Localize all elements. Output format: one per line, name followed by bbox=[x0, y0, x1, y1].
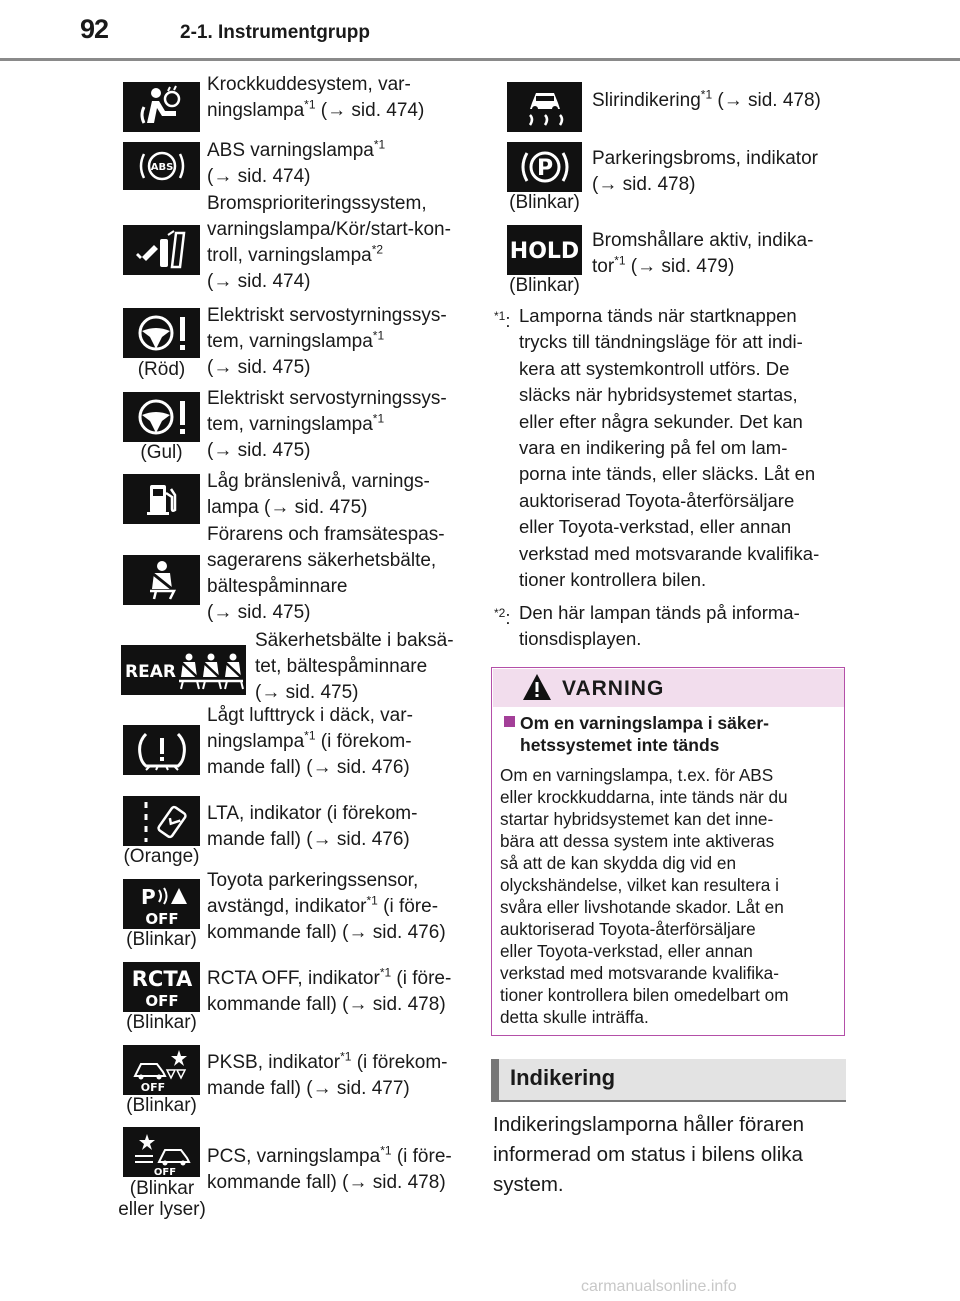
tire-pressure-icon bbox=[123, 725, 200, 775]
hold-text: HOLD bbox=[509, 239, 580, 264]
warning-subtitle: Om en varningslampa i säker- hetssystemet inte tänds bbox=[520, 713, 769, 755]
abs-icon bbox=[123, 142, 200, 190]
fuel-pump-icon bbox=[123, 474, 200, 524]
bullet-square-icon bbox=[504, 716, 515, 727]
indikering-rule bbox=[491, 1100, 846, 1102]
warning-text: Om en varningslampa, t.ex. för ABS eller krockkuddarna, inte tänds när du startar hybridsystemet kan det inne- bära att dessa system inte aktiveras så att de kan skydda dig vid en olyckshändelse, vilket kan resultera i svåra eller livshotande skador. Låt en auktoriserad Toyota-återförsäljare eller Toyota-verkstad, eller annan verkstad med motsvarande kvalifika- tioner kontrollera bilen omedelbart om detta skulle inträffa. bbox=[500, 765, 789, 1027]
off-text: OFF bbox=[153, 1167, 176, 1176]
rcta-text: RCTA bbox=[131, 967, 192, 991]
caption-pksb: (Blinkar) bbox=[126, 1095, 197, 1116]
indikering-text: Indikeringslamporna håller föraren informerad om status i bilens olika system. bbox=[493, 1113, 805, 1196]
caption-rcta: (Blinkar) bbox=[126, 1012, 197, 1033]
desc-low-fuel: Låg bränslenivå, varnings- lampa (→ sid. 475) bbox=[207, 471, 430, 518]
rcta-off-icon bbox=[123, 962, 200, 1012]
rear-text: REAR bbox=[125, 662, 176, 682]
footnote-2 bbox=[494, 600, 854, 653]
caption-eps-yellow: (Gul) bbox=[140, 442, 183, 463]
slip-indicator-icon bbox=[507, 82, 582, 132]
desc-pksb: PKSB, indikator$^{*1}$ (i förekom- mande fall) (→ sid. 477) bbox=[207, 1049, 448, 1099]
brake-hold-icon bbox=[507, 225, 582, 275]
seatbelt-icon bbox=[123, 555, 200, 605]
desc-seatbelt-front: Förarens och framsätespas- sagerarens säkerhetsbälte, bältespåminnare (→ sid. 475) bbox=[207, 524, 445, 623]
caption-eps-red: (Röd) bbox=[137, 359, 186, 380]
caption-parking-sensor: (Blinkar) bbox=[126, 929, 197, 950]
desc-lta: LTA, indikator (i förekom- mande fall) (→ sid. 476) bbox=[207, 803, 418, 850]
p-text: P bbox=[536, 156, 553, 181]
caption-parking-brake: (Blinkar) bbox=[509, 192, 580, 213]
desc-eps-red: Elektriskt servostyrningssys- tem, varningslampa$^{*1}$ (→ sid. 475) bbox=[207, 305, 447, 378]
parking-sensor-off-icon bbox=[123, 879, 200, 929]
footnote-1 bbox=[494, 303, 854, 593]
off-text: OFF bbox=[140, 1081, 165, 1094]
desc-parking-brake: Parkeringsbroms, indikator (→ sid. 478) bbox=[592, 148, 818, 195]
pksb-off-icon bbox=[123, 1045, 200, 1095]
lane-trace-icon bbox=[123, 796, 200, 846]
desc-brake-hold: Bromshållare aktiv, indika- tor$^{*1}$ (→ sid. 479) bbox=[592, 230, 814, 277]
pcs-off-icon bbox=[123, 1127, 200, 1177]
brake-pedal-icon bbox=[123, 225, 200, 275]
indikering-title: Indikering bbox=[510, 1065, 616, 1090]
desc-slip: Slirindikering$^{*1}$ (→ sid. 478) bbox=[592, 87, 821, 111]
desc-eps-yellow: Elektriskt servostyrningssys- tem, varningslampa$^{*1}$ (→ sid. 475) bbox=[207, 388, 447, 461]
p-text: P bbox=[140, 885, 156, 909]
airbag-person-icon bbox=[123, 82, 200, 132]
desc-tire-pressure: Lågt lufttryck i däck, var- ningslampa$^{*1}$ (i förekom- mande fall) (→ sid. 476) bbox=[207, 705, 413, 778]
desc-brake-priority: Bromsprioriteringssystem, varningslampa/Kör/start-kon- troll, varningslampa$^{*2}$ (→ sid. 474) bbox=[207, 193, 451, 292]
footnote-1-mark: $^{*1}$: bbox=[494, 309, 511, 332]
desc-abs: ABS varningslampa$^{*1}$ (→ sid. 474) bbox=[207, 137, 386, 187]
caption-brake-hold: (Blinkar) bbox=[509, 275, 580, 296]
footnote-1-text: Lamporna tänds när startknappen trycks till tändningsläge för att indi- kera att systemkontroll utförs. De släcks när hybridsystemet startas, eller efter några sekunder. Det kan vara en indikering på fel om lam- porna inte tänds, eller släcks. Låt en auktoriserad Toyota-återförsäljare eller Toyota-verkstad, eller annan verkstad med motsvarande kvalifika- tioner kontrollera bilen. bbox=[519, 305, 820, 591]
footnote-2-text: Den här lampan tänds på informa- tionsdisplayen. bbox=[519, 602, 800, 650]
page-number: 92 bbox=[80, 14, 109, 44]
off-text: OFF bbox=[144, 910, 179, 928]
desc-pcs: PCS, varningslampa$^{*1}$ (i före- kommande fall) (→ sid. 478) bbox=[207, 1143, 452, 1193]
steering-wheel-warning-icon bbox=[123, 392, 200, 442]
section-title: 2-1. Instrumentgrupp bbox=[180, 22, 371, 43]
footnote-2-mark: $^{*2}$: bbox=[494, 606, 511, 629]
off-text: OFF bbox=[144, 992, 179, 1010]
header-rule bbox=[0, 58, 960, 61]
caption-lta: (Orange) bbox=[123, 846, 200, 867]
steering-wheel-warning-icon bbox=[123, 308, 200, 358]
warning-title: VARNING bbox=[562, 677, 665, 700]
warning-triangle-icon bbox=[521, 672, 553, 707]
desc-seatbelt-rear: Säkerhetsbälte i baksä- tet, bältespåminnare (→ sid. 475) bbox=[255, 630, 454, 703]
indikering-accent bbox=[491, 1059, 499, 1101]
caption-pcs: (Blinkar eller lyser) bbox=[118, 1178, 206, 1220]
desc-parking-sensor: Toyota parkeringssensor, avstängd, indikator$^{*1}$ (i före- kommande fall) (→ sid. 476) bbox=[207, 870, 446, 943]
rear-seatbelt-icon bbox=[121, 645, 246, 695]
desc-rcta: RCTA OFF, indikator$^{*1}$ (i före- kommande fall) (→ sid. 478) bbox=[207, 965, 452, 1015]
parking-brake-icon bbox=[507, 142, 582, 192]
abs-text: ABS bbox=[150, 162, 173, 173]
desc-airbag: Krockkuddesystem, var- ningslampa$^{*1}$ (→ sid. 474) bbox=[207, 74, 425, 121]
watermark: carmanualsonline.info bbox=[581, 1278, 737, 1295]
